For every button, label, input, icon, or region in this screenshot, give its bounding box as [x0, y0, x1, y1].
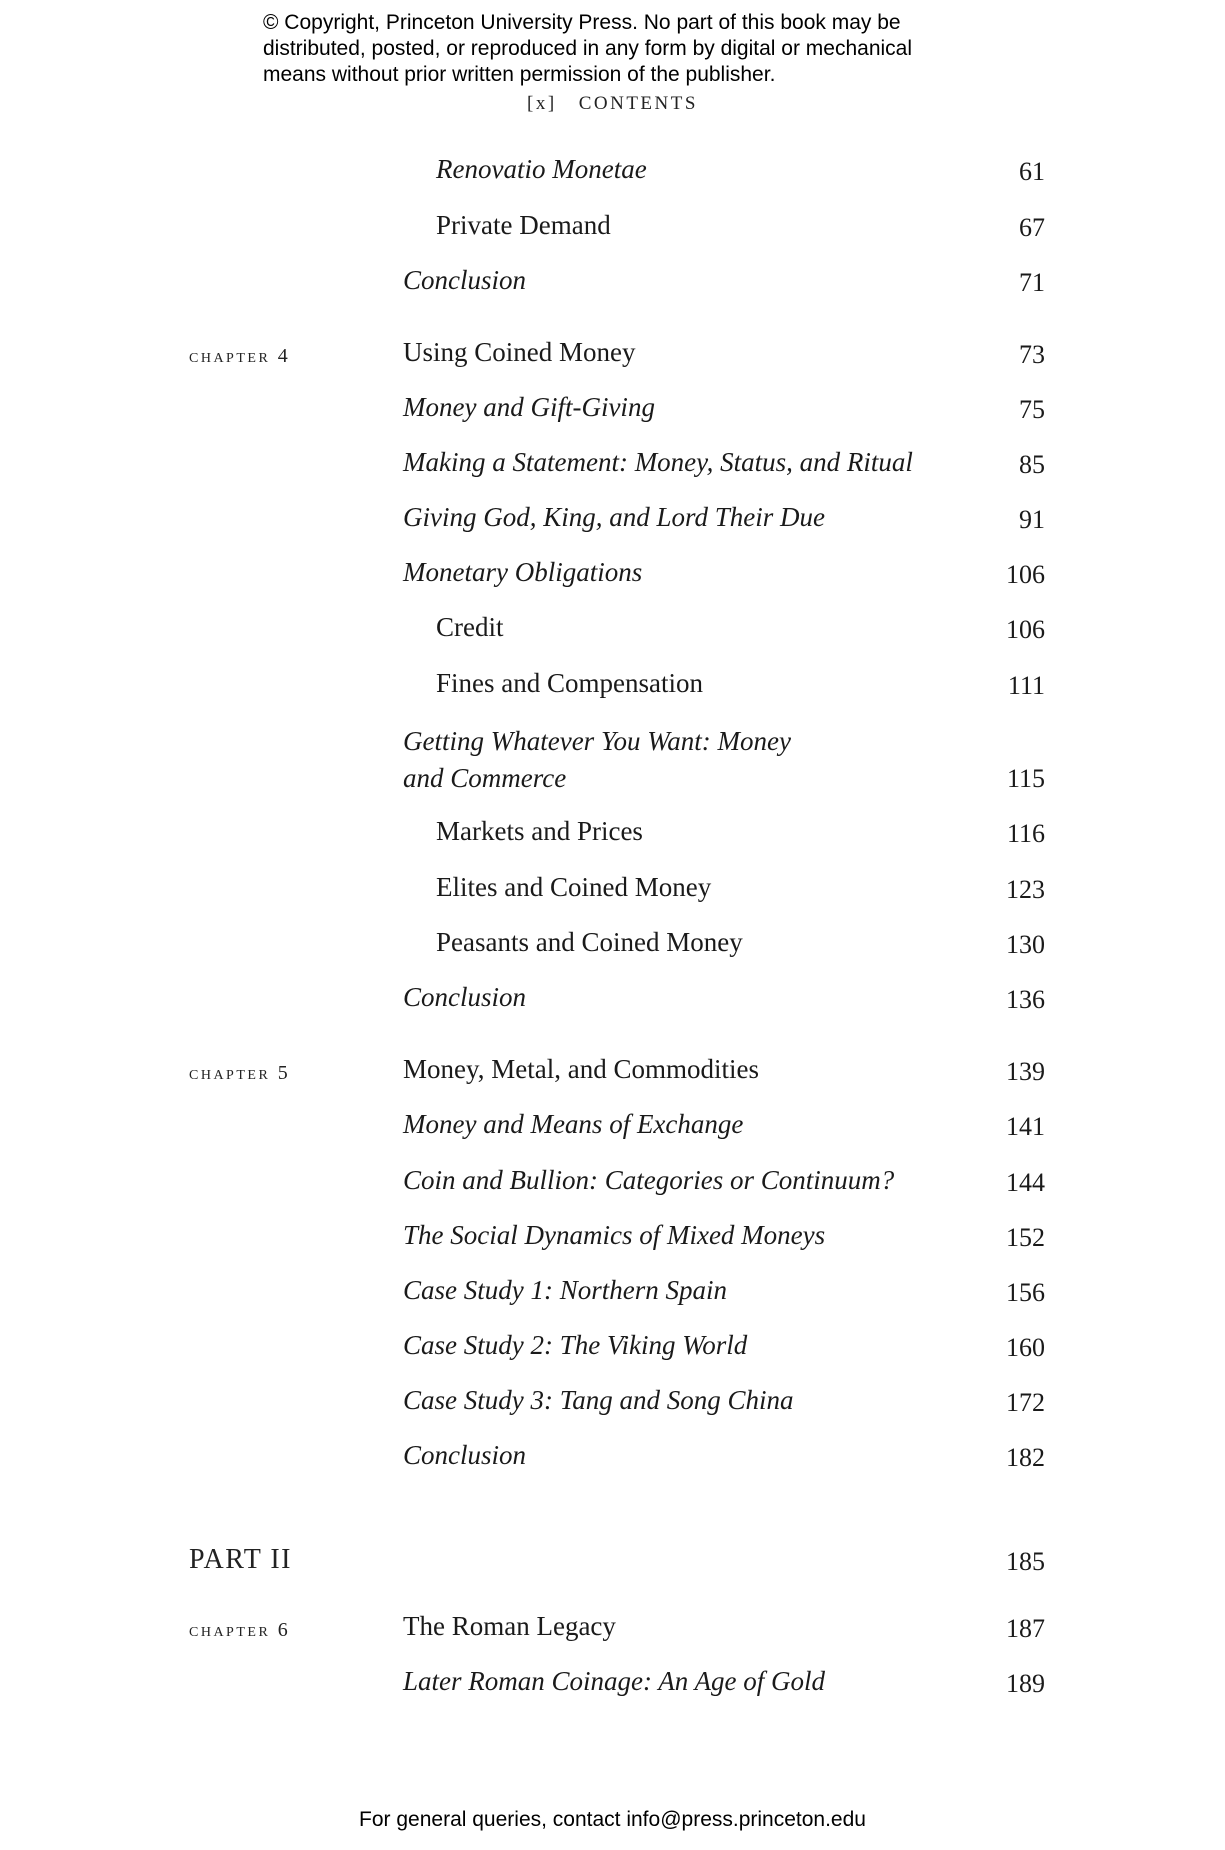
chapter-title: The Roman Legacy — [403, 1611, 616, 1641]
toc-entry-title: Monetary Obligations — [403, 557, 643, 587]
toc-entry-title: Coin and Bullion: Categories or Continuum? — [403, 1165, 895, 1195]
toc-page-number: 139 — [1006, 1057, 1045, 1086]
toc-entry-title-line: and Commerce — [403, 763, 567, 793]
toc-page-number: 160 — [1006, 1333, 1045, 1362]
toc-entry[interactable] — [0, 150, 1225, 190]
toc-page-number: 156 — [1006, 1278, 1045, 1307]
chapter-label: chapter 5 — [189, 1062, 291, 1084]
toc-entry-title: Case Study 1: Northern Spain — [403, 1275, 727, 1305]
toc-entry-title — [403, 723, 791, 797]
toc-page-number: 111 — [1007, 671, 1045, 700]
toc-entry[interactable] — [0, 608, 1225, 648]
toc-page-number: 106 — [1006, 615, 1045, 644]
toc-entry[interactable] — [0, 1436, 1225, 1476]
chapter-label: chapter 6 — [189, 1619, 291, 1641]
toc-page-number: 182 — [1006, 1443, 1045, 1472]
toc-entry-title: Elites and Coined Money — [436, 872, 712, 902]
toc-entry[interactable] — [0, 443, 1225, 483]
toc-page-number: 67 — [1019, 213, 1045, 242]
toc-entry[interactable] — [0, 206, 1225, 246]
chapter-title: Using Coined Money — [403, 337, 636, 367]
toc-entry[interactable] — [0, 1161, 1225, 1201]
toc-entry-title: Fines and Compensation — [436, 668, 703, 698]
toc-page-number: 130 — [1006, 930, 1045, 959]
toc-page-number: 91 — [1019, 505, 1045, 534]
toc-page-number: 123 — [1006, 875, 1045, 904]
toc-entry-title: Conclusion — [403, 982, 527, 1012]
toc-entry-title: Peasants and Coined Money — [436, 927, 743, 957]
toc-entry-title: Conclusion — [403, 265, 527, 295]
toc-entry-title: Giving God, King, and Lord Their Due — [403, 502, 826, 532]
page-folio: [x] — [527, 93, 557, 114]
toc-entry-title: Renovatio Monetae — [436, 154, 647, 184]
copyright-line: © Copyright, Princeton University Press. No part of this book may be — [263, 11, 901, 34]
running-head-title: CONTENTS — [578, 93, 698, 114]
toc-page-number: 106 — [1006, 560, 1045, 589]
toc-entry[interactable] — [0, 1381, 1225, 1421]
toc-page-number: 187 — [1006, 1614, 1045, 1643]
toc-entry[interactable] — [0, 812, 1225, 852]
toc-entry[interactable] — [0, 664, 1225, 704]
toc-page-number: 116 — [1006, 819, 1045, 848]
toc-entry[interactable] — [0, 719, 1225, 797]
toc-entry-title: The Social Dynamics of Mixed Moneys — [403, 1220, 826, 1250]
toc-page-number: 144 — [1006, 1168, 1045, 1197]
toc-entry-title: Later Roman Coinage: An Age of Gold — [403, 1666, 825, 1696]
toc-entry-title: Markets and Prices — [436, 816, 643, 846]
copyright-line: distributed, posted, or reproduced in any form by digital or mechanical — [263, 37, 913, 60]
toc-page-number: 75 — [1019, 395, 1045, 424]
toc-entry-title: Credit — [436, 612, 504, 642]
toc-page-number: 152 — [1006, 1223, 1045, 1252]
toc-chapter-entry[interactable] — [0, 333, 1225, 373]
part-label: PART II — [189, 1544, 292, 1575]
toc-page-number: 71 — [1019, 268, 1045, 297]
toc-entry-title: Money and Means of Exchange — [403, 1109, 744, 1139]
toc-chapter-entry[interactable] — [0, 1050, 1225, 1090]
toc-page-number: 73 — [1019, 340, 1045, 369]
toc-part-entry[interactable] — [0, 1540, 1225, 1580]
toc-page-number: 85 — [1019, 450, 1045, 479]
toc-entry[interactable] — [0, 978, 1225, 1018]
toc-entry[interactable] — [0, 868, 1225, 908]
toc-entry[interactable] — [0, 388, 1225, 428]
toc-entry[interactable] — [0, 498, 1225, 538]
copyright-line: means without prior written permission of the publisher. — [263, 63, 776, 86]
toc-entry-title: Private Demand — [436, 210, 611, 240]
toc-page-number: 189 — [1006, 1669, 1045, 1698]
toc-page-number: 185 — [1006, 1547, 1045, 1576]
toc-entry-title: Case Study 2: The Viking World — [403, 1330, 748, 1360]
toc-entry[interactable] — [0, 1326, 1225, 1366]
chapter-label: chapter 4 — [189, 345, 291, 367]
chapter-title: Money, Metal, and Commodities — [403, 1054, 759, 1084]
toc-entry[interactable] — [0, 1216, 1225, 1256]
toc-entry[interactable] — [0, 261, 1225, 301]
toc-entry[interactable] — [0, 1662, 1225, 1702]
toc-entry-title: Money and Gift-Giving — [403, 392, 655, 422]
toc-entry-title: Making a Statement: Money, Status, and Ritual — [403, 447, 913, 477]
toc-page-number: 136 — [1006, 985, 1045, 1014]
toc-page-number: 172 — [1006, 1388, 1045, 1417]
toc-chapter-entry[interactable] — [0, 1607, 1225, 1647]
toc-entry[interactable] — [0, 1105, 1225, 1145]
footer-contact: For general queries, contact info@press.princeton.edu — [359, 1808, 866, 1831]
toc-page-number: 115 — [1006, 764, 1045, 793]
toc-page-number: 61 — [1019, 157, 1045, 186]
toc-entry[interactable] — [0, 1271, 1225, 1311]
toc-entry[interactable] — [0, 923, 1225, 963]
toc-entry-title-line: Getting Whatever You Want: Money — [403, 726, 791, 756]
toc-page-number: 141 — [1006, 1112, 1045, 1141]
toc-entry-title: Conclusion — [403, 1440, 527, 1470]
toc-entry[interactable] — [0, 553, 1225, 593]
toc-entry-title: Case Study 3: Tang and Song China — [403, 1385, 794, 1415]
